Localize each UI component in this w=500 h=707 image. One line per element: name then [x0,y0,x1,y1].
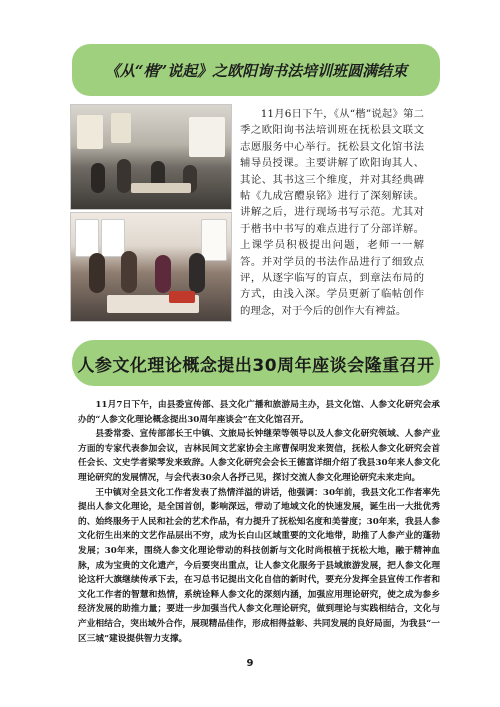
calligraphy-class-photo [70,104,232,210]
page-number: 9 [246,658,254,669]
article1-paragraph: 11月6日下午，《从“楷”说起》第二季之欧阳询书法培训班在抚松县文联文志愿服务中心举行。抚松县文化馆书法辅导员授课。主要讲解了欧阳询其人、其论、其书这三个维度，并对其经典碑帖《九成宫醴泉铭》进行了深刻解读。讲解之后，进行现场书写示范。尤其对于楷书中书写的难点进行了分部详解。上课学员积极提出问题，老师一一解答。并对学员的书法作品进行了细致点评，从逐字临写的盲点，到章法布局的方式，由浅入深。学员更新了临帖创作的理念，对于今后的创作大有裨益。 [240,108,424,317]
article2-paragraph-2: 县委常委、宣传部部长王中镇、文旅局长钟继荣等领导以及人参文化研究领域、人参产业方面的专家代表参加会议，吉林民间文艺家协会主席曹保明发来贺信，抚松人参文化研究会首任会长、文史学者梁琴发来致辞。人参文化研究会会长王德富详细介绍了我县30年来人参文化理论研究的发展情况，与会代表30余人各抒己见，探讨交流人参文化理论研究未来走向。 [78,429,440,483]
article1-title: 《从“楷”说起》之欧阳询书法培训班圆满结束 [104,61,408,80]
article2-title: 人参文化理论概念提出30周年座谈会隆重召开 [77,355,435,376]
article2-body [78,398,440,646]
article2-title-banner [72,340,440,386]
calligraphy-demo-photo [70,212,232,322]
article2-paragraph-1: 11月7日下午，由县委宣传部、县文化广播和旅游局主办，县文化馆、人参文化研究会承办的“人参文化理论概念提出30周年座谈会”在文化馆召开。 [78,400,440,425]
article1-body [240,106,424,319]
article1-title-banner [72,44,440,96]
article2-paragraph-3: 王中镇对全县文化工作者发表了热情洋溢的讲话，他强调：30年前，我县文化工作者率先提出人参文化理论，是全国首创，影响深远，带动了地域文化的快速发展，诞生出一大批优秀的、始终服务于人民和社会的艺术作品，有力提升了抚松知名度和美誉度；30年来，我县人参文化衍生出来的文艺作品层出不穷，成为长白山区域重要的文化地带，助推了人参产业的蓬勃发展；30年来，围绕人参文化理论带动的科技创新与文化时尚根植于抚松大地，融于精神血脉，成为宝贵的文化遗产，今后要突出重点，让人参文化服务于县域旅游发展，把人参文化理论这杆大旗继续传承下去，在习总书记提出文化自信的新时代，要充分发挥全县宣传工作者和文化工作者的智慧和热情，系统诠释人参文化的深刻内涵，加强应用理论研究，使之成为参乡经济发展的助推力量；要进一步加强当代人参文化理论研究，做到理论与实践相结合，文化与产业相结合，突出域外合作，展现精品佳作，形成相得益彰、共同发展的良好局面，为我县“一区三城”建设提供智力支撑。 [78,487,440,644]
